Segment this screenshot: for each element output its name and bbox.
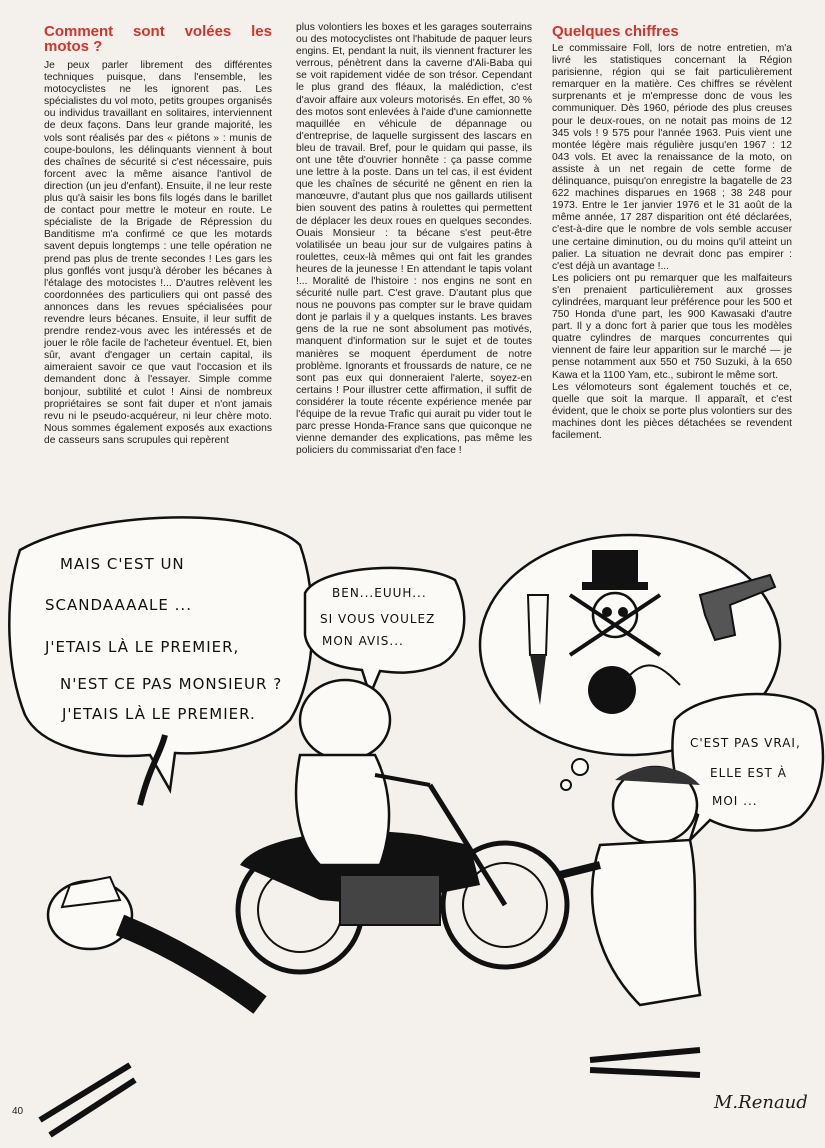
- bubble-middle-line-1: BEN...EUUH...: [332, 586, 427, 600]
- bubble-left-line-4: N'EST CE PAS MONSIEUR ?: [60, 675, 283, 693]
- stats-heading: Quelques chiffres: [552, 23, 679, 40]
- right-thief-drawing: [560, 767, 700, 1005]
- column-2-text: plus volontiers les boxes et les garages souterrains ou des motocyclistes ont l'habitude de paquer leurs engins. Et, pendant la nuit, ils viennent fracturer les verrous, pénètrent dans la caverne d'Ali-Baba qui se voit rapidement vidée de son trésor. Cependant le plus grand des fléaux, la malédiction, c'est d'avoir affaire aux voleurs motorisés. En effet, 30 % des motos sont enlevées à l'aide d'une camionnette maquillée en véhicule de dépannage ou d'entreprise, de laquelle surgissent des lascars en bleu de travail. Bref, pour le quidam qui passe, ils ont une tête d'ouvrier honnête : ça passe comme une lettre à la poste. Dans un tel cas, il est évident que les chaînes de sécurité ne gênent en rien la manœuvre, d'autant plus que nos gaillards utilisent bien souvent des patins à roulettes qui permettent de déplacer les deux roues en quelques secondes. Ouais Monsieur : ta bécane s'est peut-être volatilisée un beau jour sur de vulgaires patins à roulettes, ceux-là mêmes qui ont fait les grandes heures de la jeunesse ! En attendant le tapis volant !... Moralité de l'histoire : nos engins ne sont en sécurité nulle part. C'est grave. D'autant plus que nous ne pouvons pas compter sur le brave quidam dont je parlais il y a quelques instants. Les braves gens de la rue ne sont absolument pas motivés, manquent d'information sur le sujet et de toutes manières se moquent éperdument de notre problème. Ignorants et froussards de nature, ce ne sont pas eux qui donneraient l'alerte, soyez-en certains ! Pour illustrer cette affirmation, il suffit de considérer la toute récente expérience menée par l'équipe de la revue Trafic qui aurait pu vider tout le parc presse Honda-France sans que quiconque ne vienne demander des explications, pas même les policiers du commissariat d'en face !: [296, 22, 532, 457]
- stats-paragraph-2: Les policiers ont pu remarquer que les malfaiteurs s'en prenaient particulièrement aux grosses cylindrées, marquant leur préférence pour les 500 et 750 Honda d'une part, les 900 Kawasaki d'autre part. Il y a donc fort à parier que tous les modèles quatre cylindres de marques concurrentes qui viennent de faire leur apparition sur le marché — je pense notamment aux 550 et 750 Suzuki, à la 650 Kawa et la 1100 Yam, etc., subiront le même sort.: [552, 272, 792, 381]
- bubble-right-line-2: ELLE EST À: [710, 766, 787, 780]
- article-heading: Comment sont volées les motos ?: [44, 23, 272, 55]
- cartoon-illustration: [0, 505, 825, 1148]
- bubble-right-line-1: C'EST PAS VRAI,: [690, 736, 801, 750]
- bubble-left-line-1: MAIS C'EST UN: [60, 555, 185, 573]
- stats-paragraph-3: Les vélomoteurs sont également touchés et ce, quelle que soit la marque. Il apparaît, et c'est évident, que le choix se porte plus volontiers sur des machines dont les pièces détachées se revendent facilement.: [552, 381, 792, 441]
- bubble-left-line-2: SCANDAAAALE ...: [45, 596, 192, 614]
- bubble-right-line-3: MOI ...: [712, 794, 758, 808]
- bubble-left-line-3: J'ETAIS LÀ LE PREMIER,: [45, 638, 240, 656]
- bubble-middle-line-3: MON AVIS...: [322, 634, 404, 648]
- column-3: [552, 24, 792, 442]
- bubble-middle-line-2: SI VOUS VOULEZ: [320, 612, 436, 626]
- left-thief-drawing: [48, 735, 260, 1005]
- column-2: [296, 22, 532, 457]
- bubble-left-line-5: J'ETAIS LÀ LE PREMIER.: [62, 705, 256, 723]
- stats-paragraph-1: Le commissaire Foll, lors de notre entretien, m'a livré les statistiques concernant la Région parisienne, région qui se fait particulièrement remarquer en la matière. Ces chiffres se révèlent surprenants et je m'empresse donc de vous les communiquer. Dès 1960, période des plus creuses pour le deux-roues, on ne notait pas moins de 12 345 vols ! 9 575 pour l'année 1963. Puis vient une montée légère mais régulière jusqu'en 1967 : 12 043 vols. Et avec la renaissance de la moto, on assiste à un net regain de cette forme de délinquance, puisqu'on enregistre la bagatelle de 23 622 machines disparues en 1968 ; 38 248 pour 1973. Entre le 1er janvier 1976 et le 31 août de la même année, 17 287 disparition ont été déclarées, c'est-à-dire que le nombre de vols semble accuser une certaine diminution, ou du moins qu'il atteint un palier. La situation ne devrait donc pas empirer : c'est déjà un avantage !...: [552, 43, 792, 272]
- page-number: 40: [12, 1106, 24, 1117]
- motorcycle-drawing: [238, 785, 567, 972]
- column-1-text: Je peux parler librement des différentes techniques puisque, dans l'ensemble, les motocyclistes ne les ignorent pas. Les spécialistes du vol moto, petits groupes organisés ou individus travaillant en solitaires, interviennent de deux façons. Dans leur grande majorité, les vols sont réalisés par des « piétons » : munis de coupe-boulons, les délinquants viennent à bout des chaînes de sécurité si c'est nécessaire, puis forcent avec la même aisance l'antivol de direction (un jeu d'enfant). Ensuite, il ne leur reste plus qu'à saisir les bons fils logés dans le barillet de contact pour mettre le moteur en route. Le spécialiste de la Brigade de Répression du Banditisme m'a confirmé ce que les motards savent depuis longtemps : une telle opération ne prend pas plus de trente secondes ! Les gars les plus gonflés vont jusqu'à dérober les bécanes à l'étalage des motocistes !... D'autres relèvent les coordonnées des particuliers qui ont passé des annonces dans les revues spécialisées pour revendre leurs bécanes. Ensuite, il leur suffit de prendre rendez-vous avec les intéressés et de jouer le rôle facile de l'acheteur éventuel. Et, bien sûr, avant d'engager un certain capital, ils aimeraient savoir ce que vaut l'occasion et ils demandent donc à l'essayer. Simple comme bonjour, subtilité et culot ! Ainsi de nombreux propriétaires se sont fait duper et n'ont jamais revu ni le pseudo-acquéreur, ni leur chère moto. Nous sommes également exposés aux exactions de casseurs sans scrupules qui repèrent: [44, 60, 272, 446]
- artist-signature: M.Renaud: [714, 1092, 808, 1113]
- column-1: [44, 24, 272, 447]
- bolt-cutters-icon: [40, 1050, 700, 1135]
